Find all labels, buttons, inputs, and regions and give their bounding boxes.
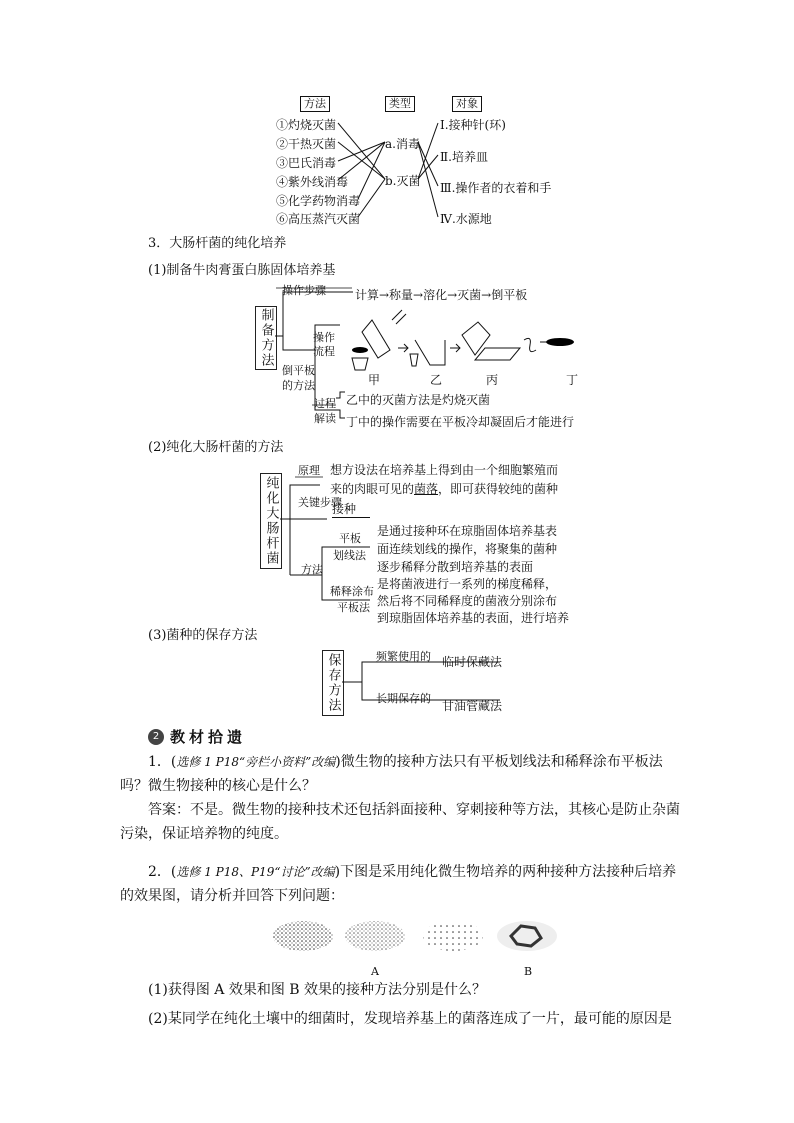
question-2: 2．(选修 1 P18、P19“讨论”改编)下图是采用纯化微生物培养的两种接种方法接种后培养的效果图，请分析并回答下列问题： [120, 864, 677, 904]
freq-value: 临时保藏法 [442, 655, 503, 669]
review-header [148, 726, 246, 747]
answer-1: 答案：不是。微生物的接种技术还包括斜面接种、穿刺接种等方法，其核心是防止杂菌污染，保证培养物的纯度。 [120, 802, 680, 842]
subsection-title: (3)菌种的保存方法 [148, 628, 258, 643]
object-item: Ⅲ.操作者的衣着和手 [440, 181, 552, 195]
key-step-value: 接种 [332, 500, 370, 518]
header-object: 对象 [452, 96, 482, 112]
prep-steps-label: 操作步骤 [282, 284, 326, 297]
flow-stage: 乙 [430, 373, 443, 387]
lab-illustration [352, 310, 574, 370]
flow-stage: 丙 [486, 373, 499, 387]
spread-text: 然后将不同稀释度的菌液分别涂布 [377, 594, 558, 608]
streak-label: 平板 [339, 532, 361, 545]
principle-text: 来的肉眼可见的菌落，即可获得较纯的菌种 [330, 482, 559, 496]
colony-answer: 菌落 [414, 482, 439, 496]
plate-label: A [371, 965, 379, 978]
spread-label: 稀释涂布 [330, 585, 374, 598]
header-method: 方法 [300, 96, 330, 112]
petri-dish [269, 920, 337, 956]
streak-text: 逐步稀释分散到培养基的表面 [377, 560, 534, 574]
section-number-icon: 2 [148, 729, 164, 745]
purify-box: 纯化大肠杆菌 [260, 473, 282, 569]
key-step-label: 关键步骤 [298, 496, 342, 509]
object-item: Ⅳ.水源地 [440, 212, 492, 226]
streak-label: 划线法 [333, 549, 366, 562]
header-type: 类型 [385, 96, 415, 112]
freq-label: 频繁使用的 [376, 650, 431, 663]
type-item: b.灭菌 [385, 174, 421, 188]
spread-text: 是将菌液进行一系列的梯度稀释， [377, 577, 558, 591]
method-item: ④紫外线消毒 [276, 175, 349, 189]
method-item: ①灼烧灭菌 [276, 118, 337, 132]
matching-lines [0, 0, 794, 240]
method-item: ⑥高压蒸汽灭菌 [276, 212, 361, 226]
flow-stage: 甲 [368, 373, 381, 387]
pour-label: 倒平板的方法 [282, 364, 315, 392]
petri-dish-figure [265, 912, 565, 974]
petri-dish [341, 920, 409, 956]
principle-text: 想方设法在培养基上得到由一个细胞繁殖而 [330, 463, 559, 477]
object-item: Ⅱ.培养皿 [440, 150, 488, 164]
question-2-2: (2)某同学在纯化土壤中的细菌时，发现培养基上的菌落连成了一片，最可能的原因是 [148, 1011, 672, 1027]
question-1: 1．(选修 1 P18“旁栏小资料”改编)微生物的接种方法只有平板划线法和稀释涂布平板法吗？微生物接种的核心是什么？ [120, 754, 663, 794]
object-item: Ⅰ.接种针(环) [440, 118, 506, 132]
flow-label: 操作流程 [313, 331, 335, 358]
petri-dish [493, 920, 561, 956]
question-2-1: (1)获得图 A 效果和图 B 效果的接种方法分别是什么？ [148, 982, 487, 998]
subsection-title: (2)纯化大肠杆菌的方法 [148, 440, 284, 455]
long-value: 甘油管藏法 [442, 699, 503, 713]
prep-box: 制备方法 [255, 306, 277, 370]
spread-label: 平板法 [337, 601, 370, 614]
method-item: ③巴氏消毒 [276, 156, 337, 170]
interp-text: 乙中的灭菌方法是灼烧灭菌 [346, 393, 491, 407]
method-item: ⑤化学药物消毒 [276, 194, 361, 208]
type-item: a.消毒 [385, 137, 420, 151]
streak-text: 面连续划线的操作，将聚集的菌种 [377, 542, 558, 556]
principle-label: 原理 [298, 464, 320, 477]
long-label: 长期保存的 [376, 692, 431, 705]
storage-box: 保存方法 [322, 650, 344, 716]
interp-label: 过程解读 [314, 397, 336, 425]
streak-text: 是通过接种环在琼脂固体培养基表 [377, 524, 558, 538]
interp-text: 丁中的操作需要在平板冷却凝固后才能进行 [346, 415, 575, 429]
plate-label: B [524, 965, 533, 978]
prep-steps-value: 计算→称量→溶化→灭菌→倒平板 [355, 288, 528, 302]
subsection-title: (1)制备牛肉膏蛋白胨固体培养基 [148, 263, 336, 278]
section-title: 3．大肠杆菌的纯化培养 [148, 236, 287, 251]
petri-dish [419, 920, 487, 956]
spread-text: 到琼脂固体培养基的表面，进行培养 [377, 611, 570, 625]
method-item: ②干热灭菌 [276, 137, 337, 151]
flow-stage: 丁 [566, 373, 579, 387]
method-label: 方法 [301, 563, 323, 576]
review-title: 教材拾遗 [170, 728, 247, 746]
